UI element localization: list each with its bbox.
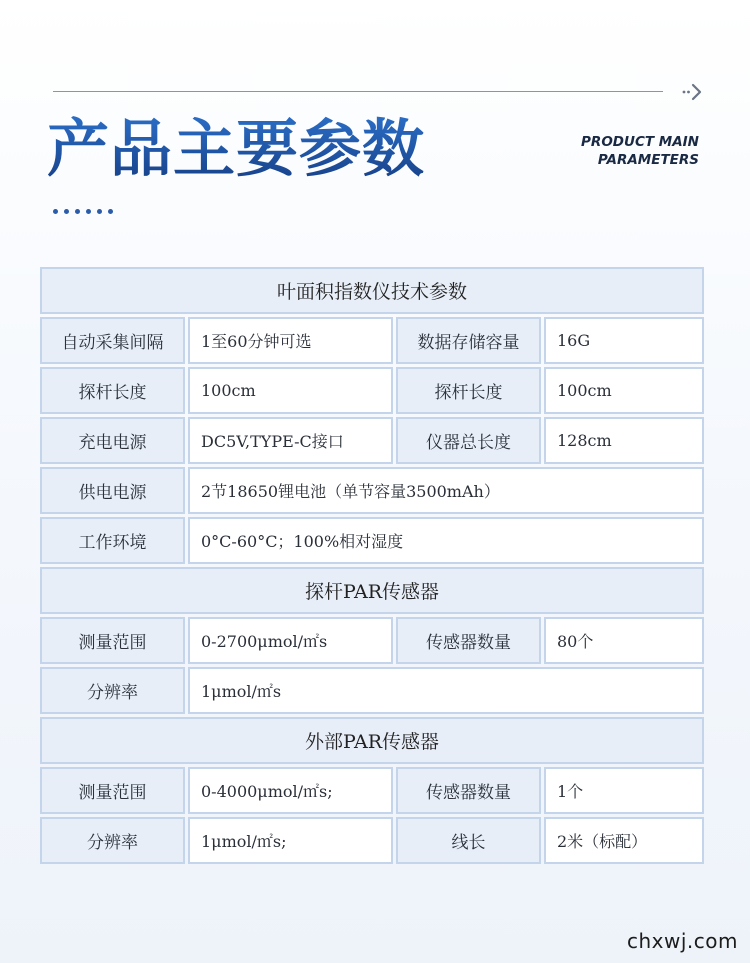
table-row (40, 767, 704, 815)
section-heading-row (40, 567, 704, 615)
param-value: 0-2700μmol/㎡s (188, 617, 393, 664)
section-heading: 探杆PAR传感器 (40, 567, 704, 614)
dot-icon (86, 209, 91, 214)
param-value: 100cm (544, 367, 704, 414)
section-heading-row (40, 267, 704, 315)
dot-icon (64, 209, 69, 214)
table-row (40, 617, 704, 665)
table-row (40, 467, 704, 515)
table-row (40, 417, 704, 465)
table-row (40, 517, 704, 565)
dot-icon (108, 209, 113, 214)
watermark: chxwj.com (627, 929, 738, 953)
param-value: 1μmol/㎡s (188, 667, 704, 714)
dot-icon (53, 209, 58, 214)
param-label: 供电电源 (40, 467, 185, 514)
param-value: 16G (544, 317, 704, 364)
param-label: 探杆长度 (396, 367, 541, 414)
param-label: 传感器数量 (396, 767, 541, 814)
param-value: 2米（标配） (544, 817, 704, 864)
param-value: 2节18650锂电池（单节容量3500mAh） (188, 467, 704, 514)
param-label: 线长 (396, 817, 541, 864)
param-value: DC5V,TYPE-C接口 (188, 417, 393, 464)
param-label: 测量范围 (40, 767, 185, 814)
page-title: 产品主要参数 (47, 112, 426, 185)
section-heading: 叶面积指数仪技术参数 (40, 267, 704, 314)
param-label: 分辨率 (40, 667, 185, 714)
param-value: 1个 (544, 767, 704, 814)
param-value: 0°C-60°C；100%相对湿度 (188, 517, 704, 564)
english-subtitle-line1: PRODUCT MAIN (581, 134, 699, 150)
param-label: 仪器总长度 (396, 417, 541, 464)
top-divider-line (53, 91, 663, 92)
param-label: 充电电源 (40, 417, 185, 464)
param-value: 1μmol/㎡s; (188, 817, 393, 864)
english-subtitle-line2: PARAMETERS (597, 152, 699, 168)
param-label: 测量范围 (40, 617, 185, 664)
decorative-dots (53, 209, 113, 215)
section-heading: 外部PAR传感器 (40, 717, 704, 764)
param-label: 自动采集间隔 (40, 317, 185, 364)
param-label: 数据存储容量 (396, 317, 541, 364)
section-heading-row (40, 717, 704, 765)
param-label: 探杆长度 (40, 367, 185, 414)
dot-icon (97, 209, 102, 214)
param-value: 0-4000μmol/㎡s; (188, 767, 393, 814)
param-value: 80个 (544, 617, 704, 664)
param-label: 工作环境 (40, 517, 185, 564)
table-row (40, 817, 704, 865)
param-value: 100cm (188, 367, 393, 414)
param-label: 传感器数量 (396, 617, 541, 664)
english-subtitle (499, 133, 699, 169)
table-row (40, 667, 704, 715)
arrow-right-icon[interactable] (680, 80, 704, 104)
dot-icon (75, 209, 80, 214)
table-row (40, 367, 704, 415)
table-row (40, 317, 704, 365)
param-value: 128cm (544, 417, 704, 464)
param-label: 分辨率 (40, 817, 185, 864)
param-value: 1至60分钟可选 (188, 317, 393, 364)
